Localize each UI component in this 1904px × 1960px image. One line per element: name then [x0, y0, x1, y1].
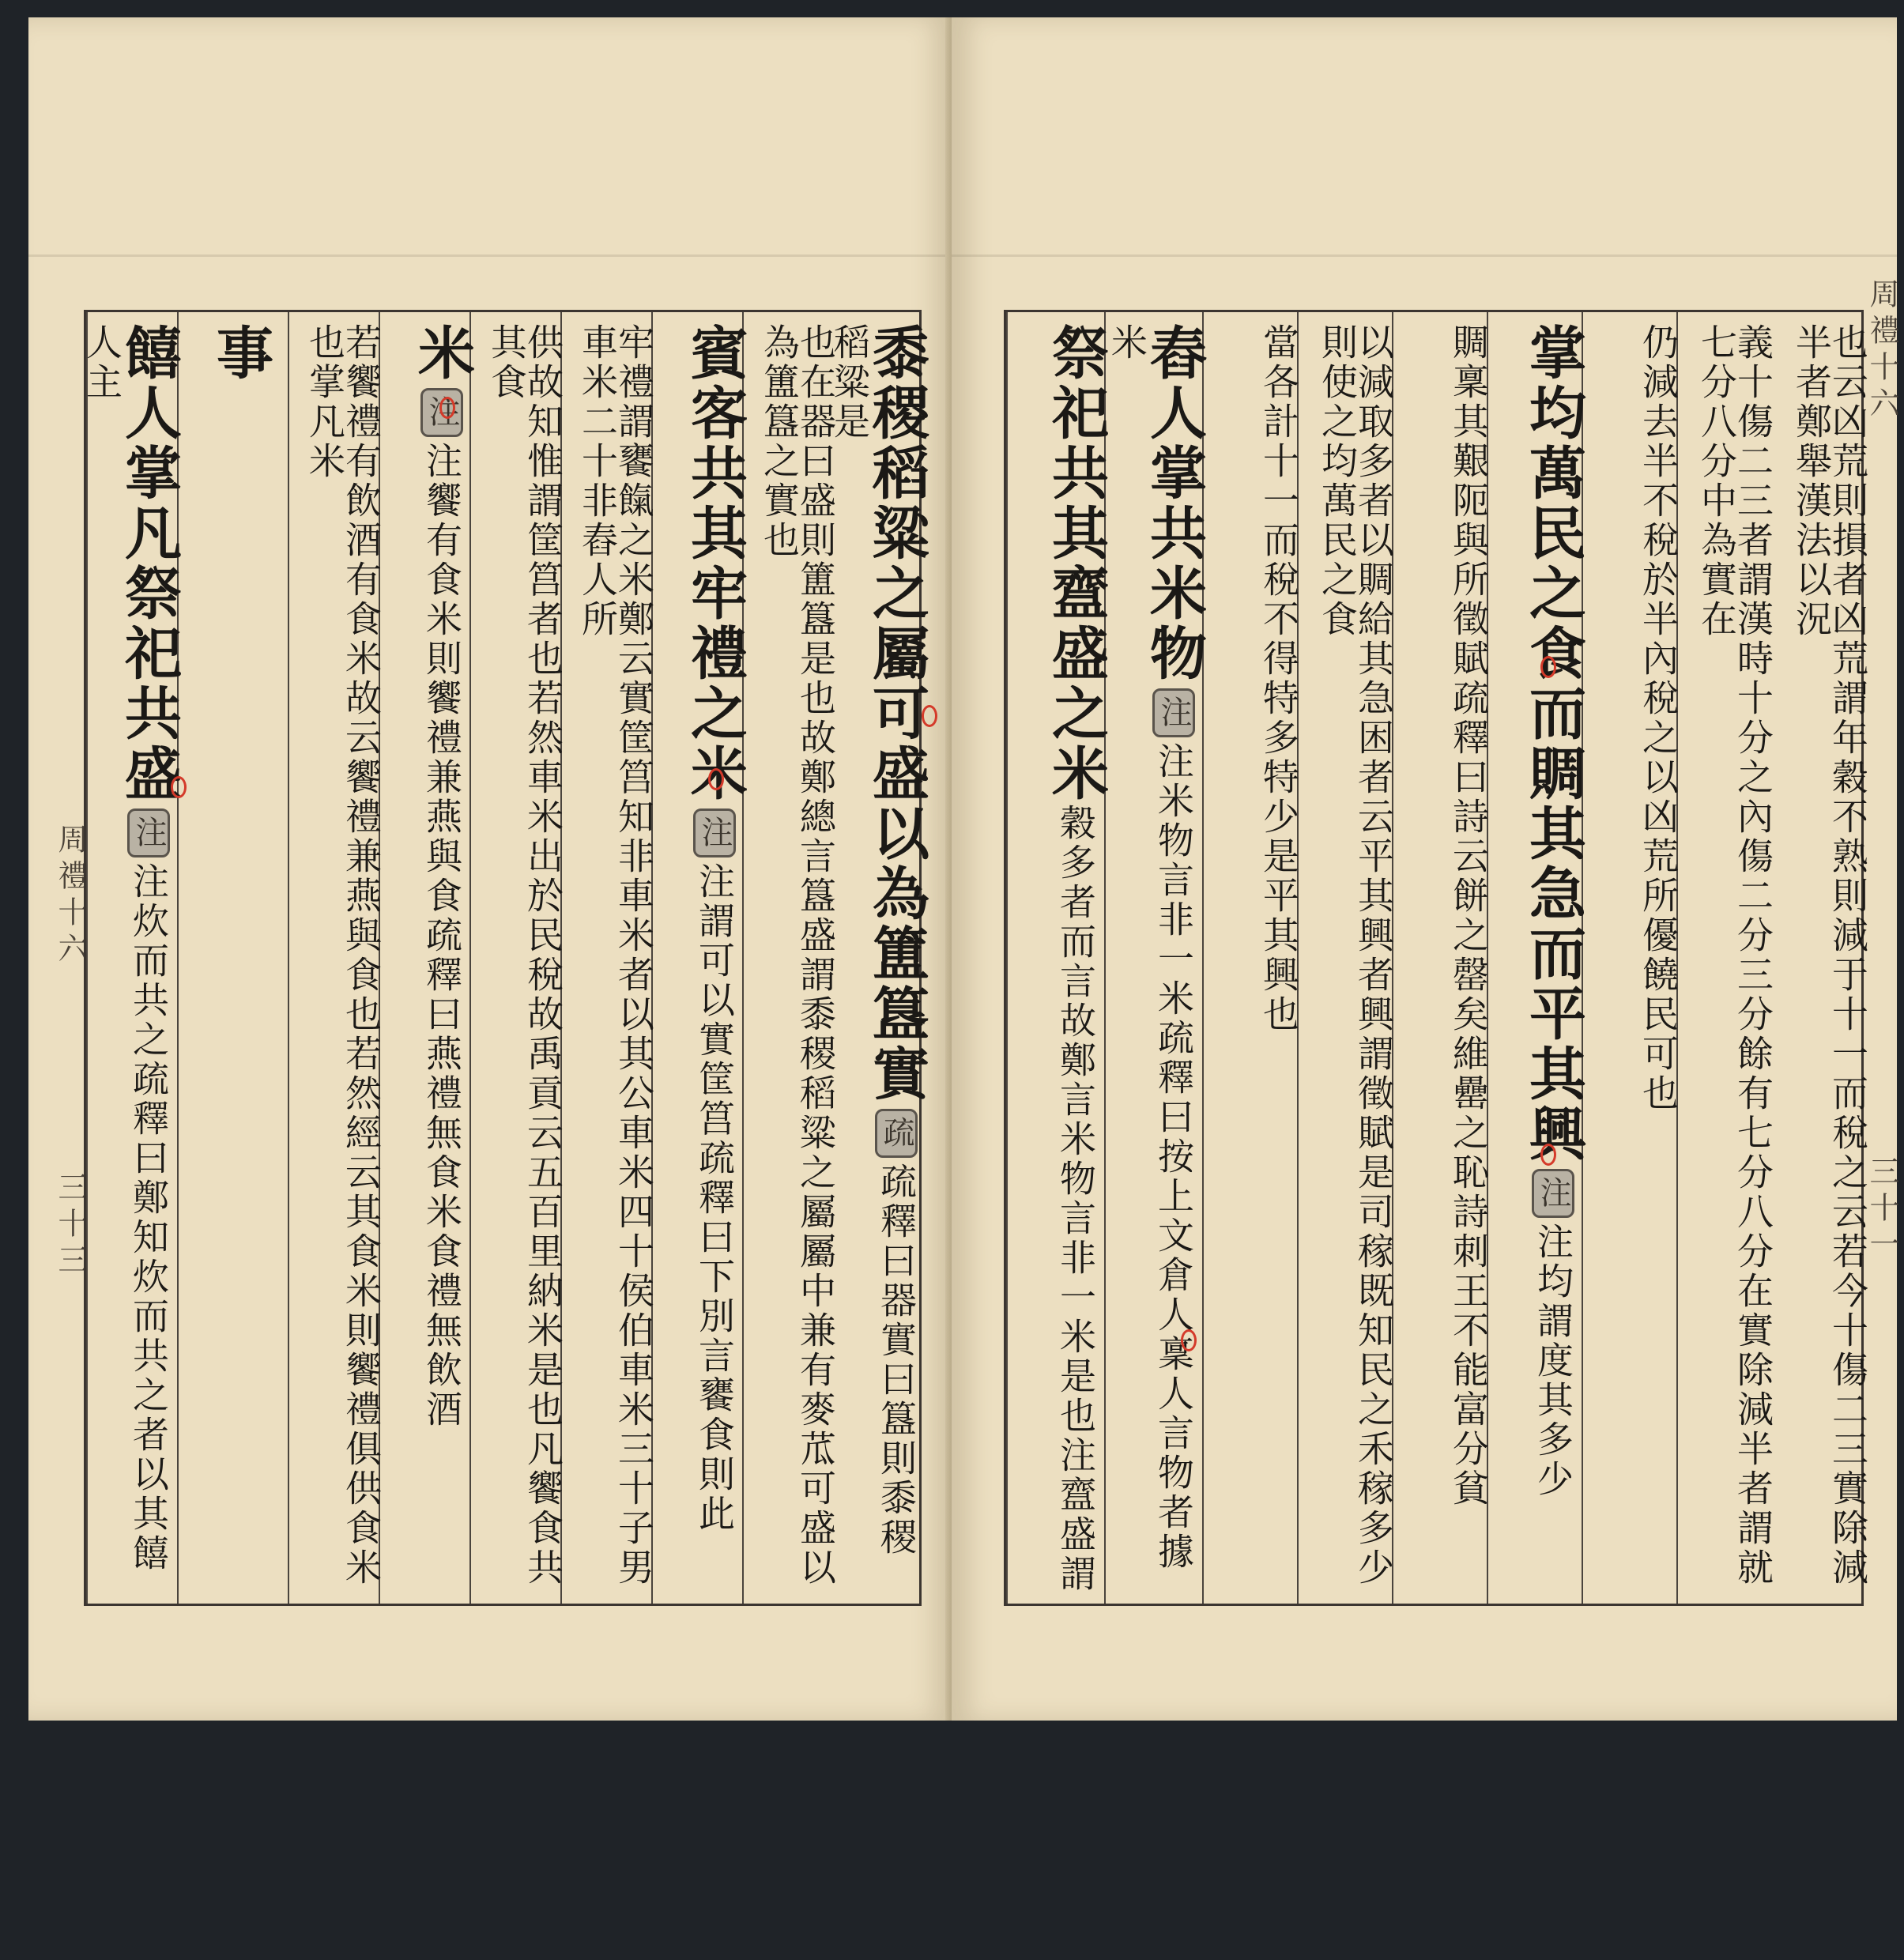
- main-text: 祭祀共其齍盛之米: [1042, 323, 1109, 804]
- commentary-text: 以減取多者以賙給其急困者云平其興者興謂徵賦是司稼既知民之禾稼多少則使之均萬民之食: [1316, 323, 1395, 1588]
- right-column-4: [1487, 312, 1586, 1604]
- commentary-text: 若饗禮有飲酒有食米故云饗禮兼燕與食也若然經云其食米則饗禮俱供食米也掌凡米: [304, 323, 383, 1588]
- right-text-block: [1004, 310, 1869, 1606]
- left-column-7: [288, 312, 383, 1604]
- right-page: [952, 17, 1897, 1721]
- zhu-seal-icon: 注: [693, 808, 736, 858]
- right-column-9: [1006, 312, 1109, 1604]
- left-column-4: [560, 312, 655, 1604]
- shu-seal-icon: 疏: [875, 1109, 918, 1158]
- commentary-text: 也在器曰盛則簠簋是也故鄭總言簋盛謂黍稷稻粱之屬屬中兼有麥苽可盛以為簠簋之實也: [758, 323, 837, 1588]
- left-column-5: [469, 312, 564, 1604]
- main-text: 舂人掌共米物: [1141, 323, 1207, 684]
- commentary-text: 也云凶荒則損者凶荒謂年穀不熟則減于十一而稅之云若今十傷二三實除減半者鄭舉漢法以況: [1790, 323, 1869, 1588]
- commentary-text: 穀多者而言故鄭言米物言非一米是也注齍盛謂: [1054, 804, 1097, 1594]
- commentary-text: 當各計十一而稅不得特多特少是平其興也: [1257, 323, 1300, 1035]
- zhu-seal-icon: 注: [1152, 688, 1195, 737]
- zhu-seal-icon: 注: [127, 808, 170, 858]
- left-column-2: [742, 312, 837, 1604]
- left-page: [28, 17, 952, 1721]
- red-punctuation-mark: [922, 705, 937, 727]
- main-text: 掌均萬民之食而賙其急而平其興: [1520, 323, 1586, 1164]
- commentary-text: 注均謂度其多少: [1532, 1223, 1574, 1499]
- commentary-text: 賙稟其艱阨與所徵賦疏釋曰詩云餅之罄矣維罍之恥詩刺王不能富分貧: [1447, 323, 1490, 1509]
- right-column-8: [1104, 312, 1207, 1604]
- main-text: 米: [409, 323, 475, 383]
- commentary-text: 注謂可以實筐筥疏釋曰下別言饔食則此: [693, 862, 736, 1534]
- commentary-text: 牢禮謂饔餼之米鄭云實筐筥知非車米者以其公車米四十侯伯車米三十子男車米二十非舂人所: [576, 323, 655, 1588]
- red-punctuation-mark: [1540, 1144, 1556, 1166]
- zhu-seal-icon: 注: [1532, 1169, 1574, 1218]
- right-column-6: [1297, 312, 1395, 1604]
- main-text: 黍稷稻粱之屬可盛以為簠簋實: [863, 323, 929, 1104]
- red-punctuation-mark: [1181, 1329, 1197, 1351]
- left-column-8: [177, 312, 273, 1604]
- left-column-1: [828, 312, 929, 1604]
- right-column-5: [1392, 312, 1490, 1604]
- left-folio-number: 三十三: [53, 1171, 88, 1280]
- right-column-1: [1771, 312, 1869, 1604]
- commentary-text: 疏釋曰器實曰簋則黍稷稻粱是: [828, 323, 918, 1558]
- red-punctuation-mark: [439, 397, 455, 419]
- red-punctuation-mark: [708, 768, 724, 790]
- main-text: 饎人掌凡祭祀共盛: [115, 323, 182, 804]
- zhu-seal-icon: 注: [420, 388, 463, 437]
- left-column-3: [651, 312, 748, 1604]
- commentary-text: 注炊而共之疏釋曰鄭知炊而共之者以其饎人主: [81, 323, 170, 1574]
- commentary-text: 供故知惟謂筐筥者也若然車米出於民稅故禹貢云五百里納米是也凡饗食共其食: [485, 323, 564, 1588]
- left-column-9: [81, 312, 182, 1604]
- right-column-2: [1676, 312, 1774, 1604]
- right-column-7: [1202, 312, 1300, 1604]
- right-folio-number: 三十一: [1864, 1155, 1899, 1265]
- red-punctuation-mark: [171, 776, 187, 798]
- left-text-block: [81, 310, 929, 1606]
- commentary-text: 仍減去半不稅於半內稅之以凶荒所優饒民可也: [1637, 323, 1680, 1114]
- red-punctuation-mark: [1540, 656, 1556, 678]
- commentary-text: 義十傷二三者謂漢時十分之內傷二分三分餘有七分八分在實除減半者謂就七分八分中為實在: [1695, 323, 1774, 1588]
- left-column-6: [379, 312, 475, 1604]
- right-column-3: [1582, 312, 1680, 1604]
- main-text: 賓客共其牢禮之米: [681, 323, 748, 804]
- commentary-text: 注饗有食米則饗禮兼燕與食疏釋曰燕禮無食米食禮無飲酒: [420, 442, 463, 1430]
- left-folio-title: 周禮十六: [53, 824, 88, 969]
- right-folio-title: 周禮十六: [1864, 278, 1899, 424]
- main-text: 事: [207, 323, 273, 383]
- commentary-text: 注米物言非一米疏釋曰按上文倉人稟人言物者據米: [1106, 323, 1195, 1572]
